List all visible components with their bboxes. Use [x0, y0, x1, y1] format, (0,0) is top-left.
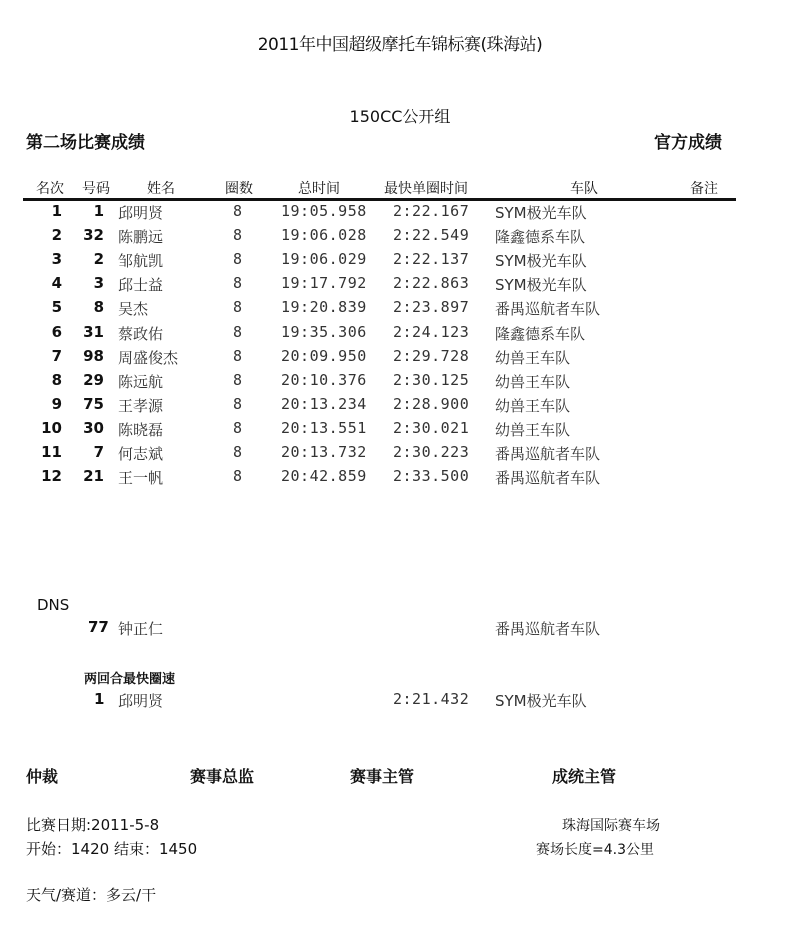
- table-row: [0, 298, 800, 322]
- row-number: 8: [93, 298, 104, 317]
- col-position: 名次: [36, 181, 64, 197]
- row-position: 4: [51, 274, 62, 293]
- row-number: 2: [93, 250, 104, 269]
- row-total-time: 19:20.839: [281, 298, 367, 317]
- col-team: 车队: [570, 181, 598, 197]
- row-number: 3: [93, 274, 104, 293]
- dns-row: [0, 618, 800, 642]
- row-team: 隆鑫德系车队: [495, 228, 586, 247]
- row-number: 30: [83, 418, 104, 437]
- row-best-lap: 2:24.123: [393, 322, 470, 341]
- row-name: 邹航凯: [118, 252, 164, 271]
- row-total-time: 19:06.028: [281, 226, 367, 245]
- row-team: 幼兽王车队: [495, 348, 571, 367]
- fastest-name: 邱明贤: [118, 692, 164, 710]
- race-date: 比赛日期:2011-5-8: [26, 816, 160, 834]
- row-total-time: 20:42.859: [281, 467, 367, 486]
- class-group: 150CC公开组: [349, 107, 451, 126]
- row-laps: 8: [233, 226, 243, 245]
- row-number: 7: [93, 443, 104, 461]
- row-position: 8: [51, 370, 62, 389]
- row-best-lap: 2:22.549: [393, 226, 470, 245]
- row-team: 幼兽王车队: [495, 420, 571, 439]
- row-name: 周盛俊杰: [118, 348, 179, 367]
- row-laps: 8: [233, 202, 243, 220]
- official-status: 官方成绩: [654, 133, 722, 153]
- document-title: 2011年中国超级摩托车锦标赛(珠海站): [257, 35, 543, 55]
- row-best-lap: 2:22.167: [393, 202, 470, 220]
- row-team: 番禺巡航者车队: [495, 445, 601, 463]
- row-team: SYM极光车队: [495, 204, 587, 222]
- row-team: 幼兽王车队: [495, 372, 571, 391]
- row-name: 邱士益: [118, 276, 164, 295]
- race-times: 开始：1420 结束：1450: [26, 840, 198, 858]
- row-total-time: 20:09.950: [281, 346, 367, 365]
- row-best-lap: 2:23.897: [393, 298, 470, 317]
- row-team: 隆鑫德系车队: [495, 324, 586, 343]
- table-row: [0, 226, 800, 250]
- row-team: SYM极光车队: [495, 252, 587, 271]
- col-number: 号码: [82, 181, 110, 197]
- row-team: 幼兽王车队: [495, 396, 571, 415]
- row-best-lap: 2:29.728: [393, 346, 470, 365]
- row-name: 王孝源: [118, 396, 164, 415]
- track-length: 赛场长度=4.3公里: [536, 842, 654, 858]
- row-number: 1: [93, 202, 104, 220]
- row-name: 蔡政佑: [118, 324, 164, 343]
- row-position: 10: [41, 418, 62, 437]
- table-row: [0, 467, 800, 491]
- row-position: 7: [51, 346, 62, 365]
- row-number: 98: [83, 346, 104, 365]
- dns-team: 番禺巡航者车队: [495, 620, 601, 638]
- row-position: 3: [51, 250, 62, 269]
- row-position: 11: [41, 443, 62, 461]
- col-name: 姓名: [147, 181, 175, 197]
- row-best-lap: 2:22.137: [393, 250, 470, 269]
- row-number: 29: [83, 370, 104, 389]
- row-total-time: 19:05.958: [281, 202, 367, 220]
- weather-track: 天气/赛道：多云/干: [26, 886, 157, 904]
- row-total-time: 19:17.792: [281, 274, 367, 293]
- fastest-lap-row: [0, 690, 800, 714]
- row-laps: 8: [233, 298, 243, 317]
- fastest-team: SYM极光车队: [495, 692, 587, 710]
- row-laps: 8: [233, 394, 243, 413]
- table-row: [0, 323, 800, 347]
- table-row: [0, 274, 800, 298]
- row-laps: 8: [233, 467, 243, 486]
- row-position: 1: [51, 202, 62, 220]
- row-best-lap: 2:30.125: [393, 370, 470, 389]
- fastest-time: 2:21.432: [393, 690, 470, 708]
- table-row: [0, 202, 800, 226]
- col-best-lap: 最快单圈时间: [384, 181, 468, 197]
- row-best-lap: 2:30.021: [393, 418, 470, 437]
- table-row: [0, 347, 800, 371]
- col-remarks: 备注: [690, 181, 718, 197]
- table-row: [0, 395, 800, 419]
- table-row: [0, 371, 800, 395]
- row-laps: 8: [233, 443, 243, 461]
- row-position: 6: [51, 322, 62, 341]
- col-total-time: 总时间: [298, 181, 340, 197]
- dns-number: 77: [88, 618, 109, 636]
- table-row: [0, 250, 800, 274]
- row-total-time: 20:13.234: [281, 394, 367, 413]
- row-total-time: 19:35.306: [281, 322, 367, 341]
- row-total-time: 19:06.029: [281, 250, 367, 269]
- row-total-time: 20:10.376: [281, 370, 367, 389]
- row-name: 陈晓磊: [118, 420, 164, 439]
- row-name: 陈远航: [118, 372, 164, 391]
- table-row: [0, 419, 800, 443]
- row-position: 5: [51, 298, 62, 317]
- row-best-lap: 2:22.863: [393, 274, 470, 293]
- row-laps: 8: [233, 322, 243, 341]
- row-best-lap: 2:28.900: [393, 394, 470, 413]
- signature-race-director: 赛事总监: [190, 767, 255, 786]
- row-number: 21: [83, 467, 104, 486]
- row-name: 陈鹏远: [118, 228, 164, 247]
- row-total-time: 20:13.551: [281, 418, 367, 437]
- row-laps: 8: [233, 274, 243, 293]
- row-laps: 8: [233, 346, 243, 365]
- row-team: 番禺巡航者车队: [495, 300, 601, 319]
- row-laps: 8: [233, 418, 243, 437]
- row-number: 75: [83, 394, 104, 413]
- row-position: 9: [51, 394, 62, 413]
- fastest-pos: 1: [94, 690, 105, 708]
- row-position: 2: [51, 226, 62, 245]
- fastest-lap-label: 两回合最快圈速: [84, 672, 176, 687]
- row-number: 32: [83, 226, 104, 245]
- row-name: 何志斌: [118, 445, 164, 463]
- header-divider: [23, 198, 736, 201]
- col-laps: 圈数: [225, 181, 253, 197]
- row-number: 31: [83, 322, 104, 341]
- signature-arbiter: 仲裁: [26, 767, 59, 786]
- table-header: [0, 178, 800, 198]
- table-row: [0, 443, 800, 467]
- signature-results-manager: 成统主管: [552, 767, 617, 786]
- row-name: 邱明贤: [118, 204, 164, 222]
- venue: 珠海国际赛车场: [562, 818, 660, 834]
- row-name: 吴杰: [118, 300, 149, 319]
- dns-name: 钟正仁: [118, 620, 164, 638]
- row-best-lap: 2:33.500: [393, 467, 470, 486]
- row-team: SYM极光车队: [495, 276, 587, 295]
- row-best-lap: 2:30.223: [393, 443, 470, 461]
- signature-race-manager: 赛事主管: [350, 767, 415, 786]
- dns-label: DNS: [37, 596, 70, 614]
- row-laps: 8: [233, 370, 243, 389]
- row-total-time: 20:13.732: [281, 443, 367, 461]
- row-laps: 8: [233, 250, 243, 269]
- race-heading: 第二场比赛成绩: [26, 133, 145, 153]
- row-position: 12: [41, 467, 62, 486]
- row-team: 番禺巡航者车队: [495, 469, 601, 488]
- row-name: 王一帆: [118, 469, 164, 488]
